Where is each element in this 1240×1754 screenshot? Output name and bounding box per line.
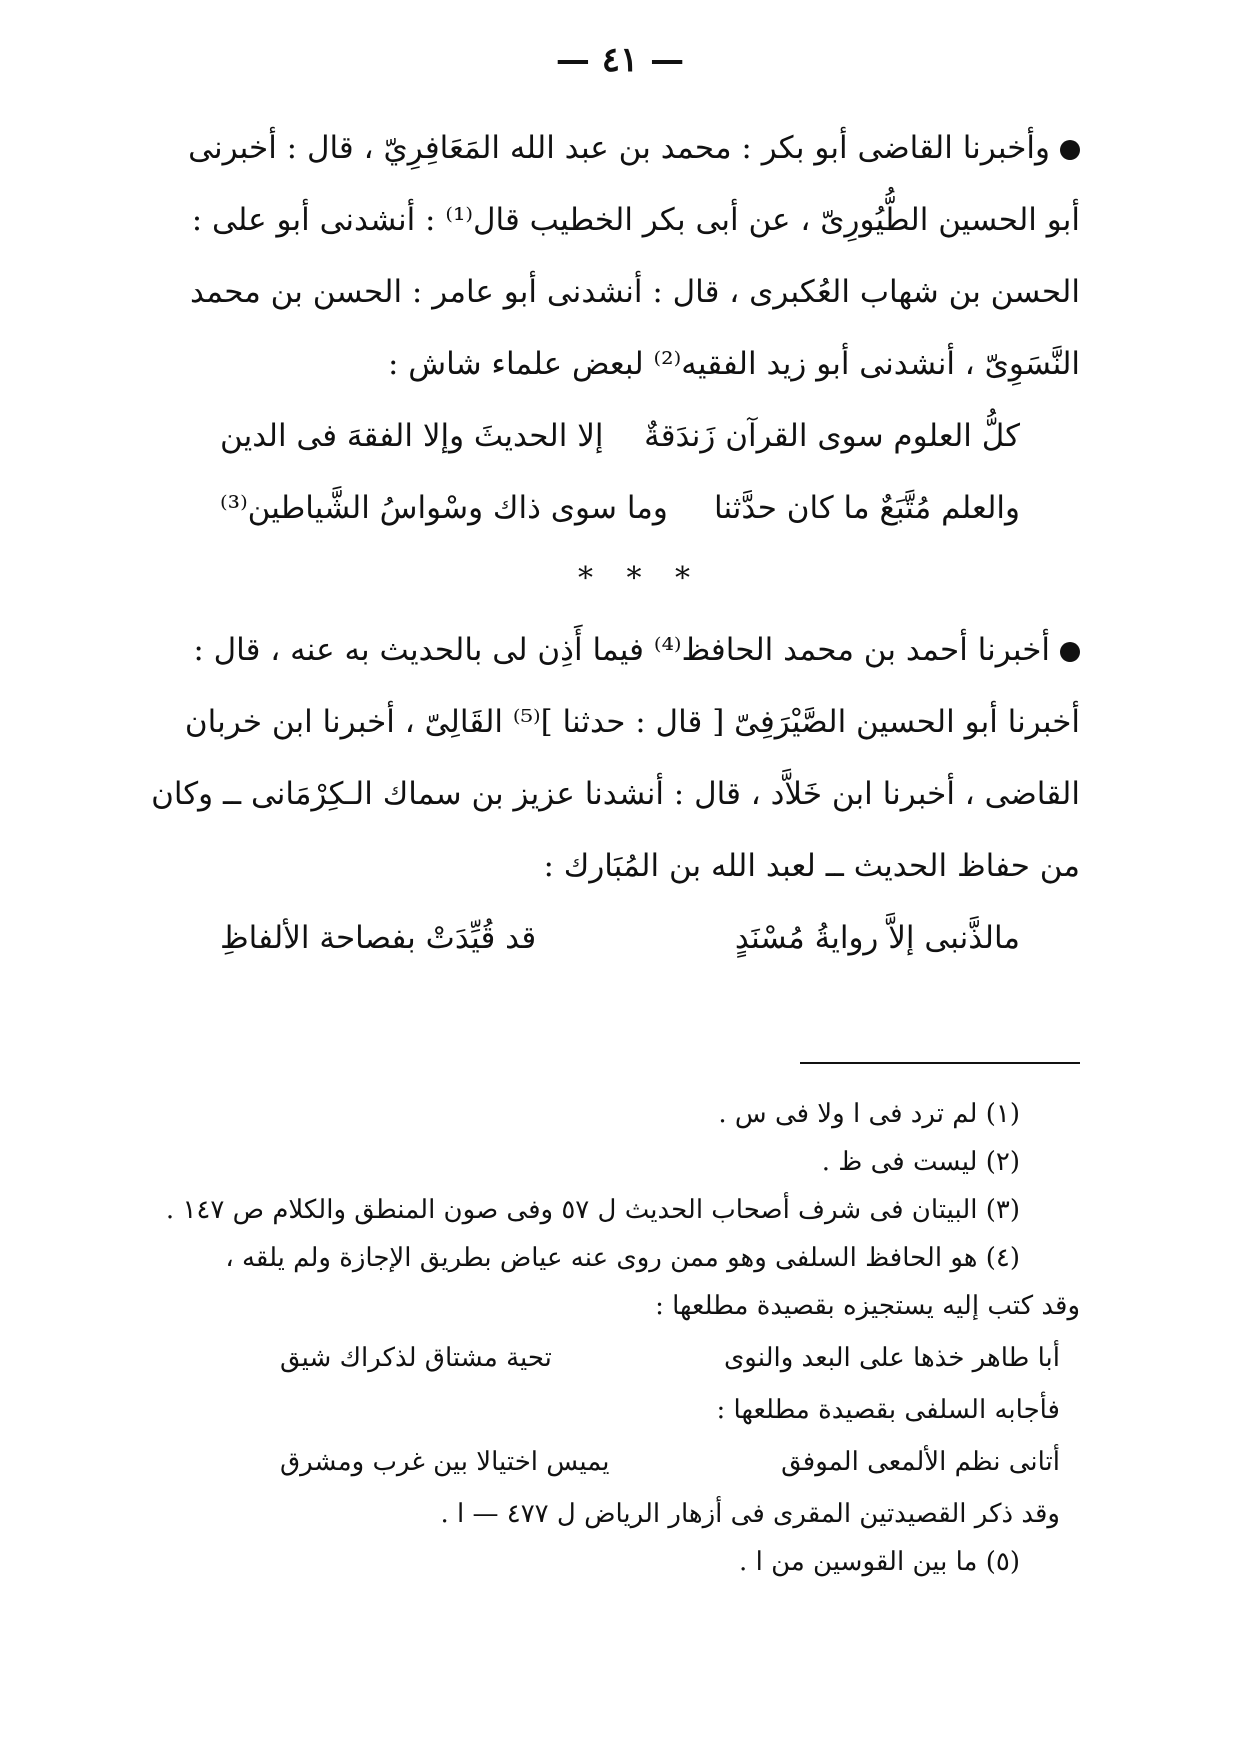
section-2 — [151, 614, 1080, 902]
verse-first-hemistich: أتانى نظم الألمعى الموفق — [781, 1447, 1060, 1477]
footnote-4-reply: فأجابه السلفى بقصيدة مطلعها : — [716, 1395, 1060, 1425]
verse-second-hemistich: إلا الحديثَ وإلا الفقهَ فى الدين — [220, 418, 604, 454]
footnote-4: (٤) هو الحافظ السلفى وهو ممن روى عنه عياض بطريق الإجازة ولم يلقه ، — [225, 1243, 1020, 1273]
section-1-line-1: وأخبرنا القاضى أبو بكر : محمد بن عبد الله المَعَافِرِيّ ، قال : أخبرنى — [200, 112, 1080, 184]
footnote-rule — [800, 1062, 1080, 1064]
footnote-5: (٥) ما بين القوسين من ا . — [739, 1547, 1020, 1577]
verse-first-hemistich: أبا طاهر خذها على البعد والنوى — [723, 1343, 1060, 1373]
section-2-line-3: القاضى ، أخبرنا ابن خَلاَّد ، قال : أنشدنا عزيز بن سماك الـكِرْمَانى ــ وكان — [151, 776, 1080, 812]
section-1-line-3: الحسن بن شهاب العُكبرى ، قال : أنشدنى أبو عامر : الحسن بن محمد — [190, 274, 1080, 310]
verse-second-hemistich: قد قُيِّدَتْ بفصاحة الألفاظِ — [220, 920, 537, 956]
footnote-4-source: وقد ذكر القصيدتين المقرى فى أزهار الرياض ل ٤٧٧ — ا . — [440, 1499, 1060, 1529]
footnote-4-continuation: وقد كتب إليه يستجيزه بقصيدة مطلعها : — [655, 1291, 1080, 1321]
page-number: — ٤١ — — [555, 40, 685, 80]
verse-line — [200, 400, 1080, 472]
section-2-line-4: من حفاظ الحديث ــ لعبد الله بن المُبَارك : — [543, 848, 1080, 884]
footnote-2: (٢) ليست فى ظ . — [821, 1147, 1020, 1177]
verse-first-hemistich: كلُّ العلوم سوى القرآن زَندَقةٌ — [644, 418, 1020, 454]
section-2-line-2: أخبرنا أبو الحسين الصَّيْرَفِىّ [ قال : حدثنا ]⁽⁵⁾ القَالِىّ ، أخبرنا ابن خربان — [184, 704, 1080, 740]
verse-first-hemistich: مالذَّنبى إلاَّ روايةُ مُسْنَدٍ — [734, 920, 1020, 956]
verse-line — [200, 472, 1080, 544]
footnotes — [165, 1090, 1080, 1586]
main-text — [151, 112, 1080, 974]
section-1-verses — [200, 400, 1080, 544]
section-1-line-2: أبو الحسين الطُّيُورِىّ ، عن أبى بكر الخطيب قال⁽¹⁾ : أنشدنى أبو على : — [191, 202, 1080, 238]
bullet-icon — [1060, 140, 1080, 160]
footnote-3: (٣) البيتان فى شرف أصحاب الحديث ل ٥٧ وفى صون المنطق والكلام ص ١٤٧ . — [165, 1195, 1020, 1225]
footnote-4-verse-2 — [280, 1434, 1060, 1490]
verse-second-hemistich: وما سوى ذاك وسْواسُ الشَّياطين⁽³⁾ — [220, 490, 668, 526]
section-1 — [188, 112, 1080, 400]
bullet-icon — [1060, 642, 1080, 662]
section-2-verses — [200, 902, 1080, 974]
section-separator: * * * — [577, 561, 703, 596]
section-1-line-4: النَّسَوِىّ ، أنشدنى أبو زيد الفقيه⁽²⁾ لبعض علماء شاش : — [387, 346, 1080, 382]
verse-second-hemistich: تحية مشتاق لذكراك شيق — [280, 1343, 552, 1373]
verse-first-hemistich: والعلم مُتَّبَعٌ ما كان حدَّثنا — [714, 490, 1020, 526]
footnote-1: (١) لم ترد فى ا ولا فى س . — [718, 1099, 1020, 1129]
footnote-4-verse-1 — [280, 1330, 1060, 1386]
section-2-line-1: أخبرنا أحمد بن محمد الحافظ⁽⁴⁾ فيما أَذِن لى بالحديث به عنه ، قال : — [200, 614, 1080, 686]
verse-line — [200, 902, 1080, 974]
verse-second-hemistich: يميس اختيالا بين غرب ومشرق — [280, 1447, 610, 1477]
